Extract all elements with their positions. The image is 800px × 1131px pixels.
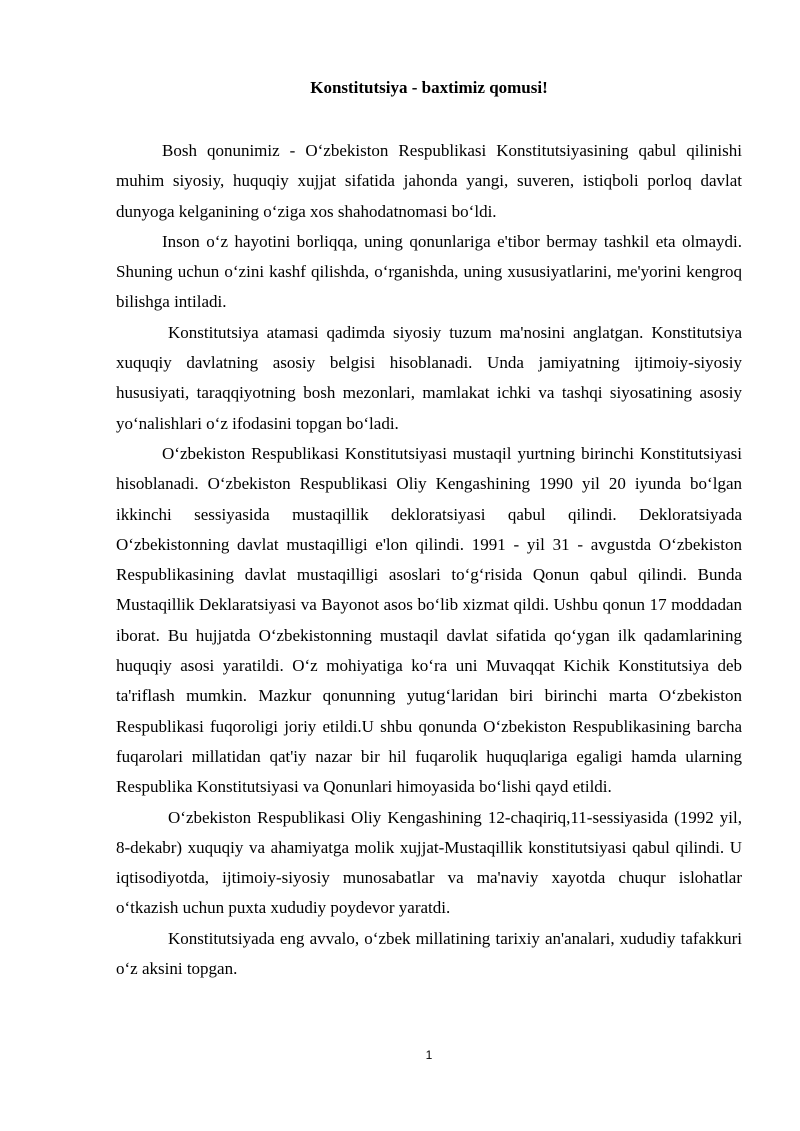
document-title: Konstitutsiya - baxtimiz qomusi! [310, 78, 548, 97]
page-number: 1 [425, 1048, 433, 1062]
paragraph-3: Konstitutsiya atamasi qadimda siyosiy tuzum ma'nosini anglatgan. Konstitutsiya xuquqiy davlatning asosiy belgisi hisoblanadi. Unda jamiyatning ijtimoiy-siyosiy hususiyati, taraqqiyotning bosh mezonlari, mamlakat ichki va tashqi siyosatining asosiy yo‘nalishlari o‘z ifodasini topgan bo‘ladi. [116, 322, 742, 433]
document-body [116, 136, 742, 984]
paragraph-4: O‘zbekiston Respublikasi Konstitutsiyasi mustaqil yurtning birinchi Konstitutsiyasi hisoblanadi. O‘zbekiston Respublikasi Oliy Kengashining 1990 yil 20 iyunda bo‘lgan ikkinchi sessiyasida mustaqillik dekloratsiyasi qabul qilindi. Dekloratsiyada O‘zbekistonning davlat mustaqilligi e'lon qilindi. 1991 - yil 31 - avgustda O‘zbekiston Respublikasining davlat mustaqilligi asoslari to‘g‘risida Qonun qabul qilindi. Bunda Mustaqillik Deklaratsiyasi va Bayonot asos bo‘lib xizmat qildi. Ushbu qonun 17 moddadan iborat. Bu hujjatda O‘zbekistonning mustaqil davlat sifatida qo‘ygan ilk qadamlarining huquqiy asosi yaratildi. O‘z mohiyatiga ko‘ra uni Muvaqqat Kichik Konstitutsiya deb ta'riflash mumkin. Mazkur qonunning yutug‘laridan biri birinchi marta O‘zbekiston Respublikasi fuqoroligi joriy etildi.U shbu qonunda O‘zbekiston Respublikasining barcha fuqarolari millatidan qat'iy nazar bir hil fuqarolik huquqlariga egaligi hamda ularning Respublika Konstitutsiyasi va Qonunlari himoyasida bo‘lishi qayd etildi. [116, 443, 742, 797]
paragraph-5: O‘zbekiston Respublikasi Oliy Kengashining 12-chaqiriq,11-sessiyasida (1992 yil, 8-dekabr) xuquqiy va ahamiyatga molik xujjat-Mustaqillik konstitutsiyasi qabul qilindi. U iqtisodiyotda, ijtimoiy-siyosiy munosabatlar va ma'naviy xayotda chuqur islohatlar o‘tkazish uchun puxta xududiy poydevor yaratdi. [116, 807, 742, 918]
paragraph-1: Bosh qonunimiz - O‘zbekiston Respublikasi Konstitutsiyasining qabul qilinishi muhim siyosiy, huquqiy xujjat sifatida jahonda yangi, suveren, istiqboli porloq davlat dunyoga kelganining o‘ziga xos shahodatnomasi bo‘ldi. [116, 141, 742, 221]
paragraph-6: Konstitutsiyada eng avvalo, o‘zbek millatining tarixiy an'analari, xududiy tafakkuri o‘z aksini topgan. [116, 928, 742, 979]
paragraph-2: Inson o‘z hayotini borliqqa, uning qonunlariga e'tibor bermay tashkil eta olmaydi. Shuning uchun o‘zini kashf qilishda, o‘rganishda, uning xususiyatlarini, me'yorini kengroq bilishga intiladi. [116, 231, 742, 312]
